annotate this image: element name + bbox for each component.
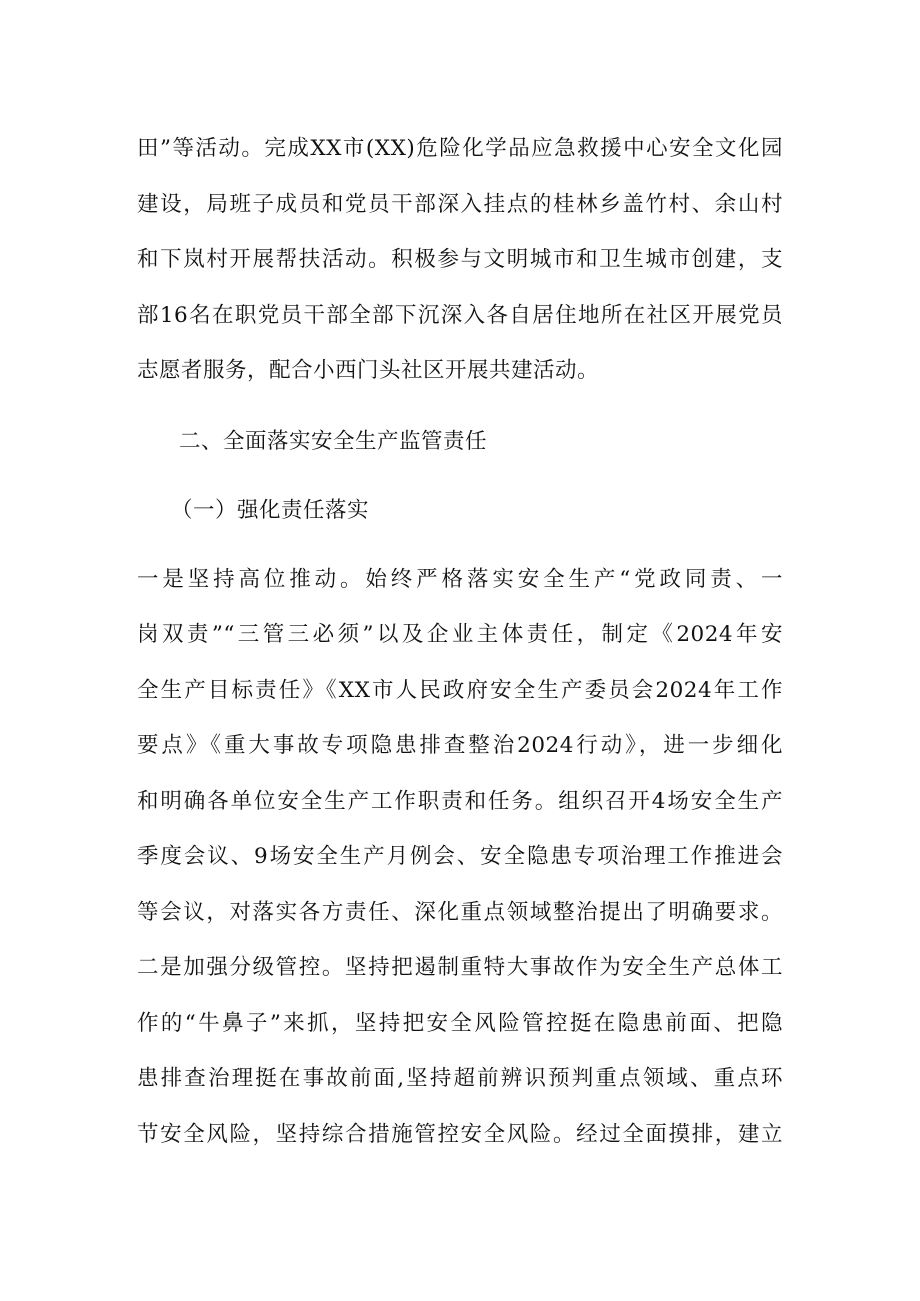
text-line: 田”等活动。完成XX市(XX)危险化学品应急救援中心安全文化园 xyxy=(137,136,783,161)
paragraph-gap xyxy=(137,404,783,419)
text-line: 志愿者服务，配合小西门头社区开展共建活动。 xyxy=(137,358,600,383)
paragraph-1 xyxy=(137,126,783,404)
text-line: 等会议，对落实各方责任、深化重点领域整治提出了明确要求。 xyxy=(137,899,783,925)
text-line: 季度会议、9场安全生产月例会、安全隐患专项治理工作推进会 xyxy=(137,844,783,869)
text-line: 岗双责”“三管三必须”以及企业主体责任，制定《2024年安 xyxy=(137,622,783,647)
text-line: 一是坚持高位推动。始终严格落实安全生产“党政同责、一 xyxy=(137,566,783,592)
text-line: 作的“牛鼻子”来抓，坚持把安全风险管控挺在隐患前面、把隐 xyxy=(137,1010,783,1036)
text-line: 要点》《重大事故专项隐患排查整治2024行动》，进一步细化 xyxy=(137,733,783,758)
text-line: 和明确各单位安全生产工作职责和任务。组织召开4场安全生产 xyxy=(137,788,783,814)
subsection-heading: （一）强化责任落实 xyxy=(171,497,370,523)
text-line: 全生产目标责任》《XX市人民政府安全生产委员会2024年工作 xyxy=(137,677,783,703)
text-line: 节安全风险，坚持综合措施管控安全风险。经过全面摸排，建立 xyxy=(137,1121,783,1147)
text-line: 患排查治理挺在事故前面,坚持超前辨识预判重点领域、重点环 xyxy=(137,1066,783,1091)
text-line: 二是加强分级管控。坚持把遏制重特大事故作为安全生产总体工 xyxy=(137,955,783,980)
text-line: 和下岚村开展帮扶活动。积极参与文明城市和卫生城市创建，支 xyxy=(137,247,783,272)
section-heading: 二、全面落实安全生产监管责任 xyxy=(179,428,488,454)
text-line: 部16名在职党员干部全部下沉深入各自居住地所在社区开展党员 xyxy=(137,302,783,328)
paragraph-2 xyxy=(137,557,783,1168)
document-body xyxy=(137,126,783,1167)
text-line: 建设，局班子成员和党员干部深入挂点的桂林乡盖竹村、余山村 xyxy=(137,191,783,217)
